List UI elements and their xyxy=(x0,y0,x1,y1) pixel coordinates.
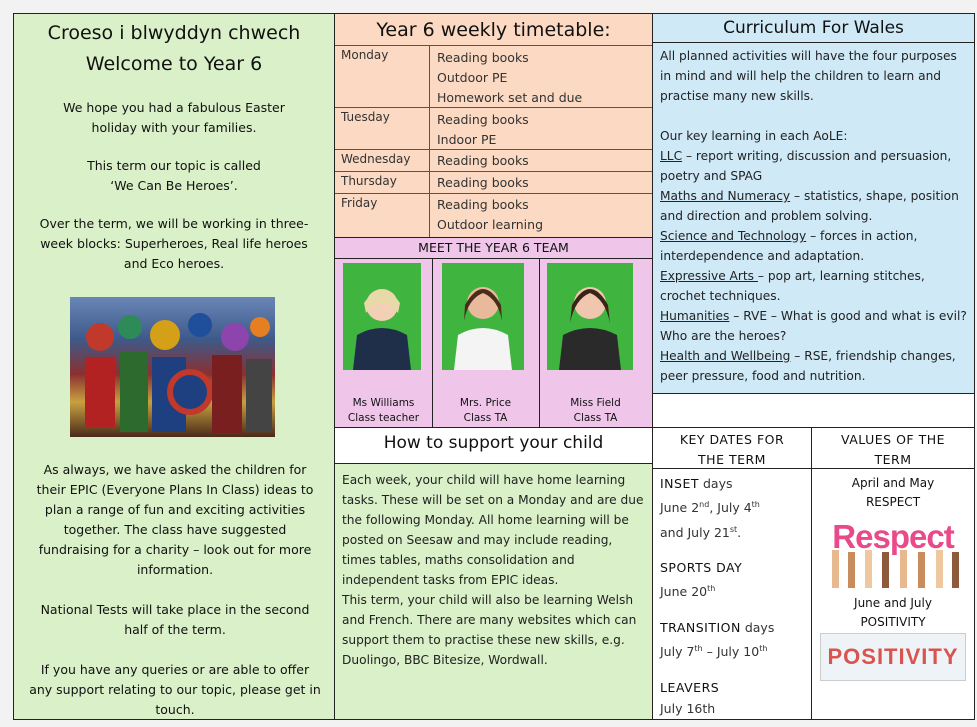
respect-image-text: Respect xyxy=(832,518,954,555)
timetable-activity: Reading books xyxy=(437,112,529,127)
timetable-panel xyxy=(334,13,653,238)
keydate-inset: INSET days xyxy=(660,476,733,491)
curriculum-area-text: – RSE, friendship changes, peer pressure, food and nutrition. xyxy=(660,349,956,383)
curriculum-area-name: Health and Wellbeing xyxy=(660,349,791,363)
timetable-title: Year 6 weekly timetable: xyxy=(376,19,611,41)
support-paragraph-languages: This term, your child will also be learning Welsh and French. There are many websites which can support them to practise these new skills, e.g. Duolingo, BBC Bitesize, Wordwall. xyxy=(342,593,637,667)
welcome-paragraph-epic: As always, we have asked the children for their EPIC (Everyone Plans In Class) ideas to plan a range of fun and exciting activities together. The class have suggested fundraising for a charity – look out for more information. xyxy=(36,462,314,577)
curriculum-area-text: – pop art, learning stitches, crochet techniques. xyxy=(660,269,925,303)
curriculum-area xyxy=(660,266,968,306)
curriculum-area-text: – statistics, shape, position and direction and problem solving. xyxy=(660,189,959,223)
timetable-row-tuesday xyxy=(335,107,653,150)
values-title: TERM xyxy=(874,452,912,467)
team-title: MEET THE YEAR 6 TEAM xyxy=(335,238,652,259)
positivity-image xyxy=(820,633,966,681)
staff-photo xyxy=(547,263,633,370)
value-name: RESPECT xyxy=(865,495,921,509)
keydate-sports-date: June 20th xyxy=(660,584,716,600)
curriculum-area xyxy=(660,306,968,346)
welcome-panel xyxy=(13,13,335,720)
timetable-day: Tuesday xyxy=(341,110,390,124)
staff-role: Class teacher xyxy=(347,412,420,424)
curriculum-area-text: – forces in action, interdependence and adaptation. xyxy=(660,229,918,263)
team-panel xyxy=(334,237,653,428)
staff-portrait xyxy=(547,263,633,370)
welcome-paragraph-blocks: Over the term, we will be working in three-week blocks: Superheroes, Real life heroes and Eco heroes. xyxy=(39,216,309,271)
staff-name: Ms Williams xyxy=(352,397,415,409)
curriculum-title: Curriculum For Wales xyxy=(653,14,974,43)
timetable-activity: Indoor PE xyxy=(437,132,497,147)
welcome-paragraph-tests: National Tests will take place in the second half of the term. xyxy=(40,602,310,637)
curriculum-area-text: – report writing, discussion and persuasion, poetry and SPAG xyxy=(660,149,952,183)
curriculum-area-name: Expressive Arts xyxy=(660,269,758,283)
timetable-activity: Reading books xyxy=(437,175,529,190)
keydate-leavers: LEAVERS xyxy=(660,679,720,695)
timetable-row-thursday xyxy=(335,171,653,194)
staff-photo xyxy=(442,263,524,370)
keydate-transition-dates: July 7th – July 10th xyxy=(660,644,768,660)
staff-name: Miss Field xyxy=(570,397,621,409)
timetable-activity: Homework set and due xyxy=(437,90,583,105)
superheroes-illustration xyxy=(70,297,275,437)
timetable-row-wednesday xyxy=(335,149,653,172)
welcome-paragraph-holiday: We hope you had a fabulous Easter holiday with your families. xyxy=(63,100,285,135)
timetable-activity: Reading books xyxy=(437,197,529,212)
keydate-transition: TRANSITION days xyxy=(660,620,775,636)
curriculum-area-name: Maths and Numeracy xyxy=(660,189,791,203)
timetable-row-friday xyxy=(335,193,653,238)
timetable-day: Monday xyxy=(341,48,389,62)
staff-portrait xyxy=(343,263,421,370)
curriculum-panel xyxy=(652,13,975,394)
timetable-activity: Outdoor learning xyxy=(437,217,543,232)
staff-role: Class TA xyxy=(573,412,618,424)
keydate-inset-dates: June 2nd, July 4th xyxy=(660,500,760,516)
curriculum-area xyxy=(660,226,968,266)
staff-role: Class TA xyxy=(463,412,508,424)
curriculum-area xyxy=(660,346,968,386)
timetable-day: Thursday xyxy=(341,174,397,188)
welcome-title-english: Welcome to Year 6 xyxy=(85,53,263,75)
timetable-day: Friday xyxy=(341,196,378,210)
curriculum-area-name: Science and Technology xyxy=(660,229,807,243)
curriculum-area-text: – RVE – What is good and what is evil? Who are the heroes? xyxy=(660,309,967,343)
curriculum-key-heading: Our key learning in each AoLE: xyxy=(660,129,848,143)
curriculum-area-name: LLC xyxy=(660,149,683,163)
positivity-image-text: POSITIVITY xyxy=(827,644,959,669)
keydates-panel xyxy=(652,427,812,720)
superheroes-image xyxy=(70,297,275,437)
keydate-inset-dates: and July 21st. xyxy=(660,525,742,541)
welcome-topic-name: ‘We Can Be Heroes’. xyxy=(110,178,238,193)
welcome-topic-line: This term our topic is called xyxy=(87,158,261,173)
support-panel xyxy=(334,427,653,720)
timetable-day: Wednesday xyxy=(341,152,411,166)
curriculum-intro: All planned activities will have the four purposes in mind and will help the children to learn and practise many new skills. xyxy=(660,49,957,103)
value-months: April and May xyxy=(851,476,935,490)
respect-image xyxy=(820,516,966,588)
staff-name: Mrs. Price xyxy=(459,397,512,409)
value-months: June and July xyxy=(854,596,932,610)
welcome-title-welsh: Croeso i blwyddyn chwech xyxy=(47,22,301,44)
keydates-title: KEY DATES FOR xyxy=(679,432,785,447)
staff-photo xyxy=(343,263,421,370)
values-title: VALUES OF THE xyxy=(840,432,946,447)
keydates-title: THE TERM xyxy=(698,452,766,467)
keydate-sports: SPORTS DAY xyxy=(660,560,743,576)
timetable-activity: Outdoor PE xyxy=(437,70,508,85)
support-title: How to support your child xyxy=(335,428,652,464)
welcome-paragraph-contact: If you have any queries or are able to offer any support relating to our topic, please get in touch. xyxy=(29,662,321,717)
staff-portrait xyxy=(442,263,524,370)
values-panel xyxy=(811,427,975,720)
keydate-leavers-date: July 16th xyxy=(660,700,716,716)
timetable-activity: Reading books xyxy=(437,50,529,65)
curriculum-area xyxy=(660,146,968,186)
timetable-row-monday xyxy=(335,45,653,108)
timetable-activity: Reading books xyxy=(437,153,529,168)
blank-cell xyxy=(652,393,975,428)
support-paragraph-homework: Each week, your child will have home learning tasks. These will be set on a Monday and are due the following Monday. All home learning will be posted on Seesaw and may include reading, times tables, maths consolidation and independent tasks from EPIC ideas. xyxy=(342,473,644,587)
value-name: POSITIVITY xyxy=(860,615,926,629)
curriculum-area xyxy=(660,186,968,226)
curriculum-area-name: Humanities xyxy=(660,309,730,323)
